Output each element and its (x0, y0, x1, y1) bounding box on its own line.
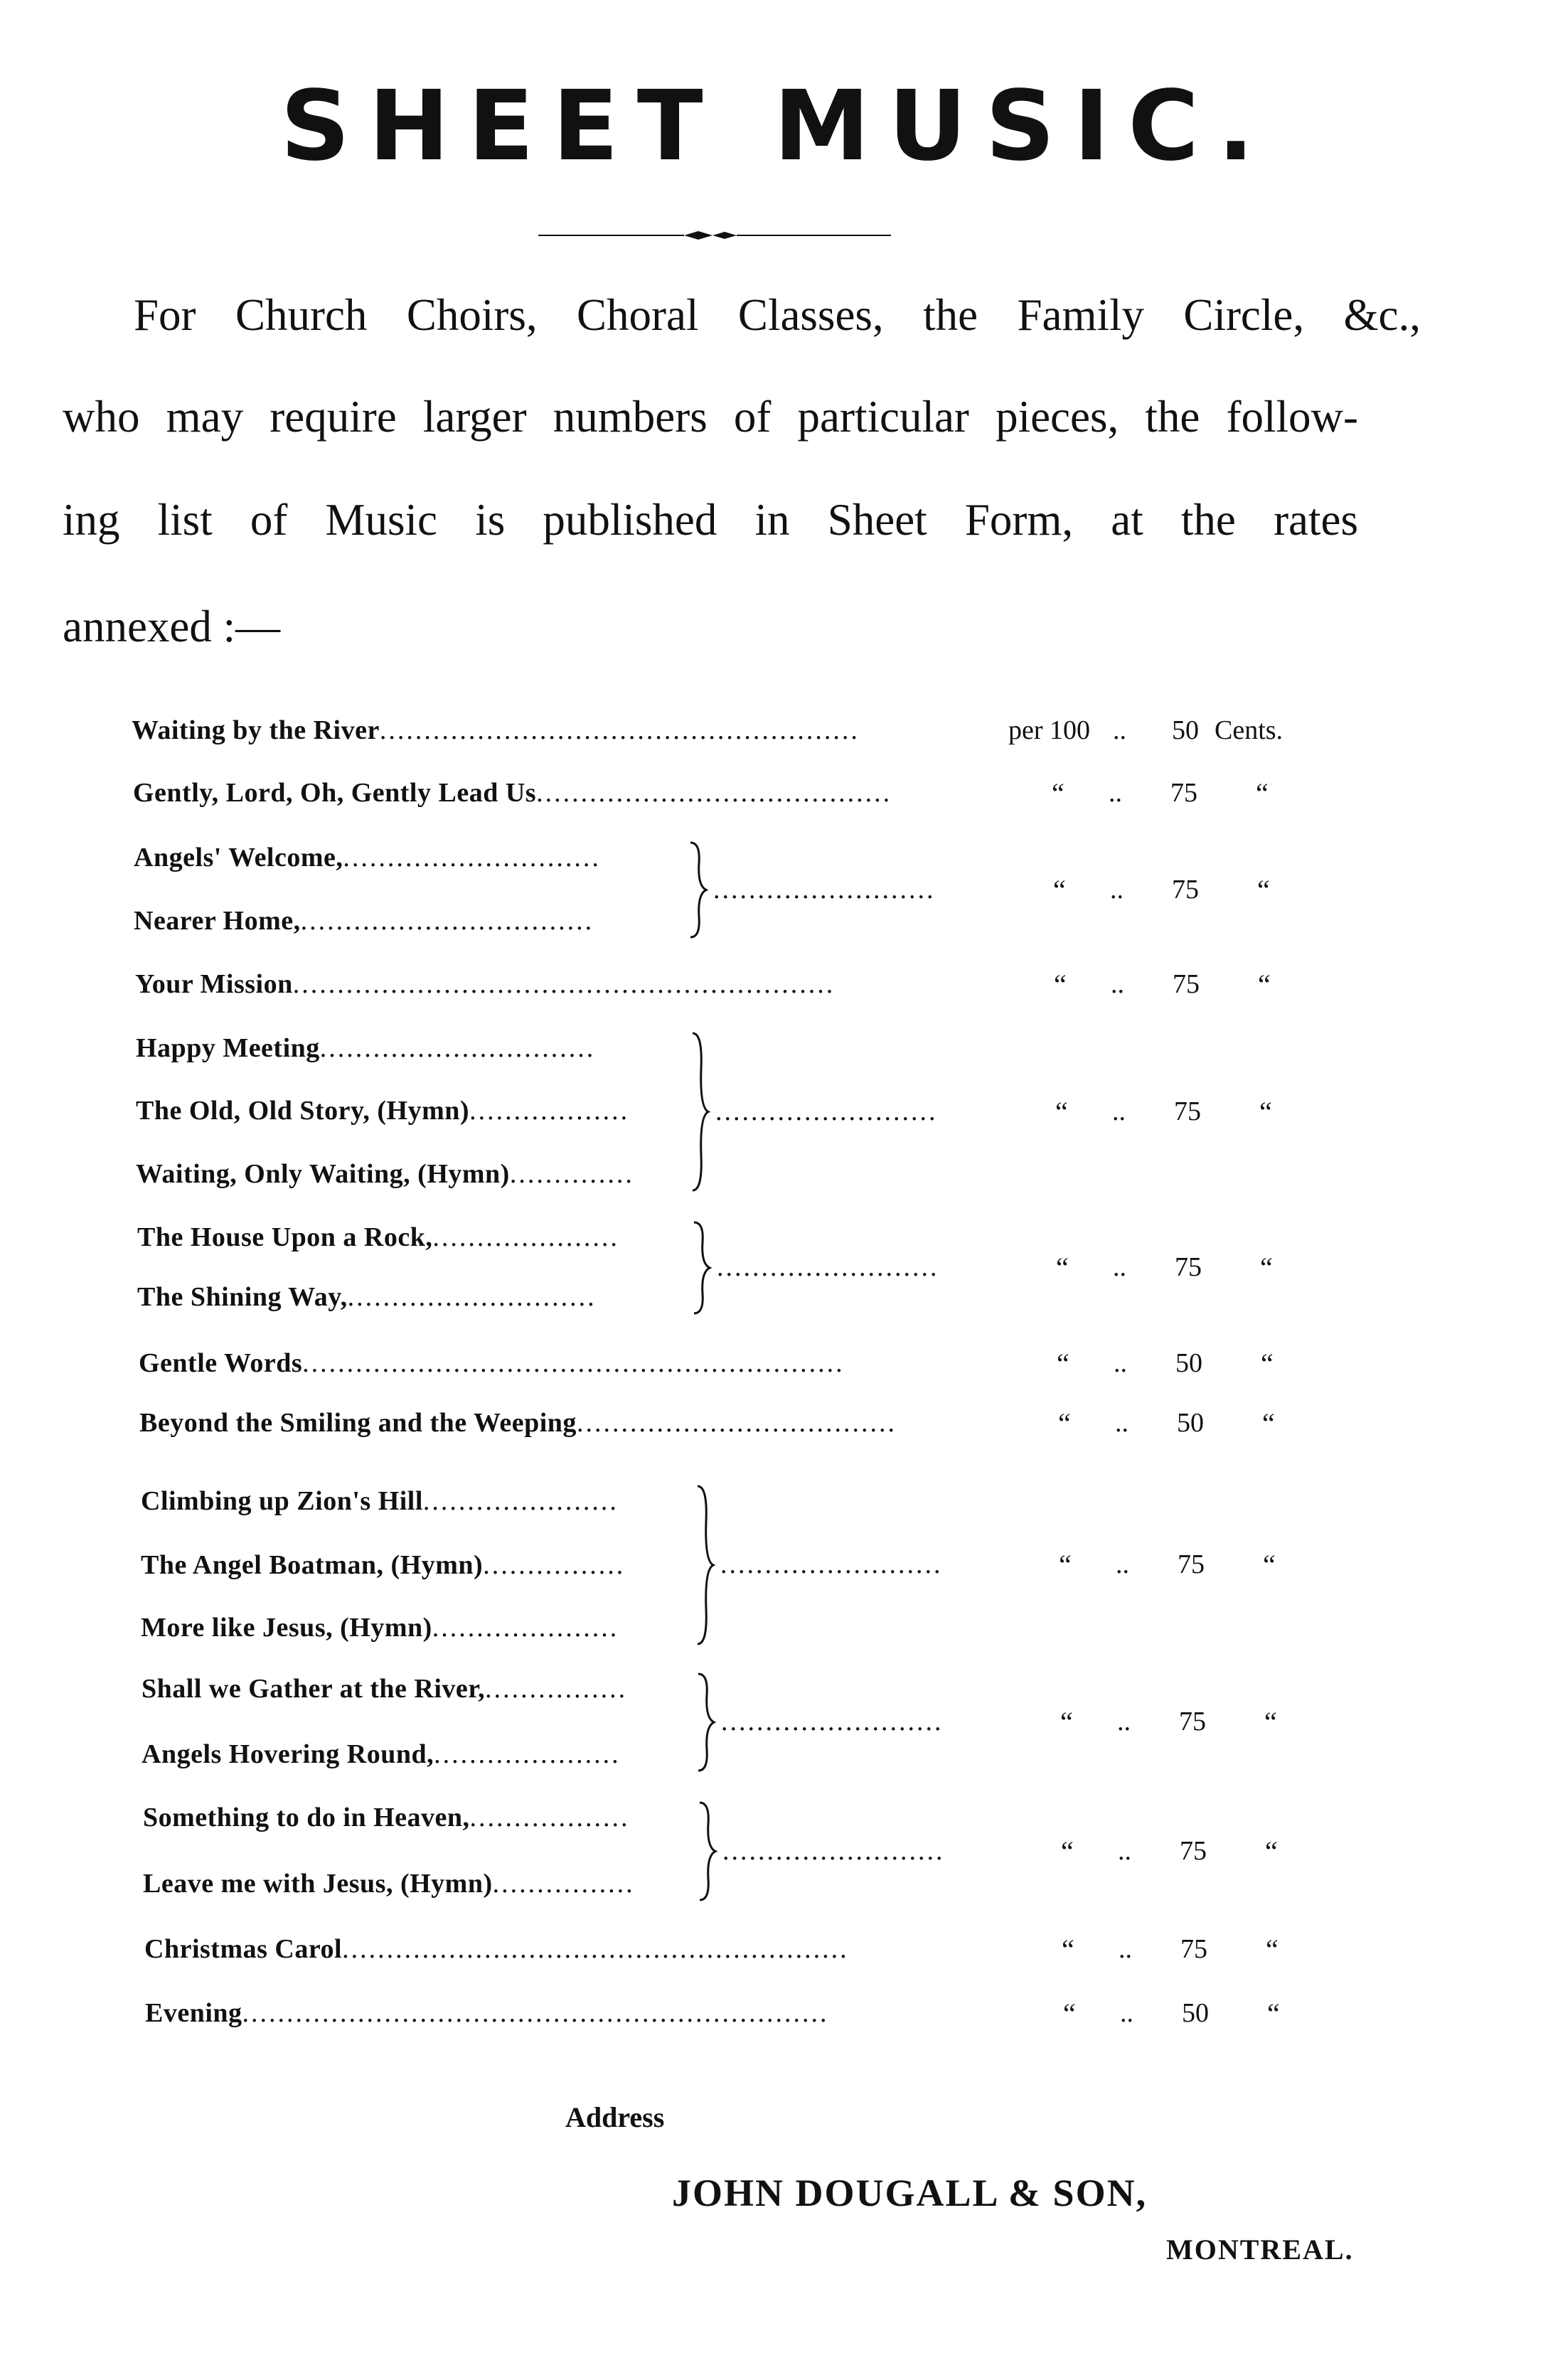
leader-dots: ............................................................. (292, 969, 836, 999)
ditto-mark: “ (1267, 1997, 1280, 2029)
piece-title: Something to do in Heaven, (143, 1803, 470, 1832)
ditto-mark: “ (1260, 1252, 1273, 1284)
publisher-name: JOHN DOUGALL & SON, (672, 2172, 1148, 2214)
list-item (142, 1741, 621, 1768)
price-value: 50 (1182, 1998, 1209, 2028)
ditto-mark: “ (1060, 1706, 1073, 1738)
currency-label: Cents. (1215, 715, 1284, 745)
list-item (135, 971, 835, 998)
leader-dots: .. (1120, 1998, 1133, 2028)
leader-dots: ............................... (319, 1033, 596, 1063)
price-value: 75 (1170, 778, 1197, 808)
group-brace (692, 1485, 720, 1645)
ditto-mark: “ (1259, 1096, 1272, 1128)
piece-title: Happy Meeting (136, 1033, 320, 1063)
leader-dots: .................. (469, 1096, 630, 1126)
ditto-mark: “ (1059, 1549, 1072, 1581)
leader-dots: ...................... (422, 1486, 619, 1516)
ditto-mark: “ (1256, 777, 1269, 809)
piece-title: Waiting, Only Waiting, (Hymn) (136, 1159, 510, 1189)
group-brace (694, 1801, 722, 1901)
leader-dots: .. (1112, 1096, 1126, 1126)
ditto-mark: “ (1061, 1835, 1074, 1867)
list-item (143, 1804, 630, 1831)
leader-dots: ..................... (434, 1739, 621, 1769)
piece-title: The Old, Old Story, (Hymn) (136, 1096, 470, 1126)
price-value: 75 (1174, 1096, 1201, 1126)
piece-title: Beyond the Smiling and the Weeping (139, 1408, 577, 1438)
leader-dots: ..................... (432, 1613, 619, 1643)
list-item (139, 1350, 845, 1377)
per-hundred-label: per 100 (1008, 715, 1091, 745)
ditto-mark: “ (1262, 1407, 1275, 1439)
ditto-mark: “ (1063, 1997, 1076, 2029)
leader-dots: ................................. (300, 906, 594, 936)
price-value: 50 (1172, 715, 1199, 745)
leader-dots: .. (1109, 778, 1122, 808)
price-value: 75 (1180, 1836, 1207, 1866)
list-item (143, 1870, 635, 1897)
group-brace (687, 1032, 715, 1192)
leader-dots: ............................ (347, 1282, 597, 1312)
leader-dots: ......................... (721, 1707, 944, 1736)
list-item (132, 717, 860, 744)
price-value: 75 (1175, 1252, 1202, 1282)
piece-title: Gently, Lord, Oh, Gently Lead Us (133, 778, 537, 808)
leader-dots: .. (1117, 1707, 1131, 1736)
piece-title: Angels Hovering Round, (142, 1739, 434, 1769)
leader-dots: .. (1118, 1836, 1131, 1866)
list-item (136, 1160, 634, 1188)
piece-title: Nearer Home, (134, 906, 301, 936)
intro-line: who may require larger numbers of particular pieces, the follow- (63, 392, 1358, 442)
piece-title: More like Jesus, (Hymn) (141, 1613, 432, 1643)
ditto-mark: “ (1062, 1933, 1074, 1965)
leader-dots: ................ (483, 1550, 626, 1580)
publisher-city: MONTREAL. (1166, 2234, 1354, 2266)
group-brace (685, 841, 713, 939)
leader-dots: ................ (485, 1674, 628, 1704)
piece-title: The Shining Way, (137, 1282, 348, 1312)
leader-dots: .. (1114, 1348, 1127, 1378)
leader-dots: ............................................................. (302, 1348, 845, 1378)
list-item (141, 1552, 625, 1579)
ditto-mark: “ (1056, 1252, 1069, 1284)
ditto-mark: “ (1052, 777, 1064, 809)
piece-title: Angels' Welcome, (134, 843, 343, 873)
list-item (145, 2000, 829, 2027)
ditto-mark: “ (1261, 1348, 1274, 1380)
intro-line: For Church Choirs, Choral Classes, the Family Circle, &c., (134, 290, 1421, 340)
leader-dots: ......................................................... (342, 1934, 849, 1964)
intro-line: annexed :— (63, 602, 281, 651)
list-item (136, 1035, 595, 1062)
ditto-mark: “ (1257, 874, 1270, 906)
ditto-mark: “ (1265, 1835, 1278, 1867)
price-value: 75 (1172, 875, 1199, 904)
piece-title: Waiting by the River (132, 715, 380, 745)
group-brace (688, 1221, 717, 1315)
leader-dots: ................ (492, 1869, 635, 1899)
leader-dots: .................................... (576, 1408, 897, 1438)
leader-dots: .............. (509, 1159, 634, 1189)
leader-dots: ...................................................... (379, 715, 860, 745)
price-value: 75 (1178, 1549, 1205, 1579)
piece-title: Leave me with Jesus, (Hymn) (143, 1869, 493, 1899)
piece-title: The Angel Boatman, (Hymn) (141, 1550, 484, 1580)
leader-dots: ......................... (722, 1836, 945, 1866)
piece-title: The House Upon a Rock, (137, 1222, 433, 1252)
list-item (137, 1224, 619, 1251)
list-item (142, 1675, 627, 1702)
ditto-mark: “ (1258, 968, 1271, 1000)
ditto-mark: “ (1055, 1096, 1068, 1128)
piece-title: Gentle Words (139, 1348, 303, 1378)
leader-dots: .. (1110, 875, 1124, 904)
ditto-mark: “ (1058, 1407, 1071, 1439)
piece-title: Evening (145, 1998, 242, 2028)
price-value: 50 (1177, 1408, 1204, 1438)
piece-title: Climbing up Zion's Hill (141, 1486, 423, 1516)
leader-dots: .. (1113, 715, 1126, 745)
leader-dots: ......................... (713, 875, 936, 904)
list-item (144, 1936, 849, 1963)
page-title: SHEET MUSIC. (280, 70, 1273, 183)
leader-dots: .................. (469, 1803, 630, 1832)
list-item (137, 1284, 597, 1311)
leader-dots: .. (1116, 1549, 1129, 1579)
price-value: 50 (1175, 1348, 1202, 1378)
leader-dots: ......................... (715, 1096, 938, 1126)
ditto-mark: “ (1054, 968, 1067, 1000)
price-value: 75 (1180, 1934, 1207, 1964)
ditto-mark: “ (1263, 1549, 1276, 1581)
leader-dots: ......................... (717, 1252, 939, 1282)
ditto-mark: “ (1264, 1706, 1277, 1738)
ditto-mark: “ (1266, 1933, 1279, 1965)
list-item (134, 907, 594, 934)
leader-dots: .. (1119, 1934, 1132, 1964)
leader-dots: ............................. (343, 843, 601, 873)
list-item (136, 1097, 629, 1124)
leader-dots: .. (1113, 1252, 1126, 1282)
piece-title: Christmas Carol (144, 1934, 343, 1964)
piece-title: Shall we Gather at the River, (142, 1674, 486, 1704)
leader-dots: .. (1115, 1408, 1128, 1438)
list-item (139, 1409, 897, 1436)
ditto-mark: “ (1057, 1348, 1069, 1380)
list-item (133, 779, 892, 806)
piece-title: Your Mission (135, 969, 293, 999)
list-item (134, 844, 601, 871)
leader-dots: ........................................ (536, 778, 892, 808)
leader-dots: .. (1111, 969, 1124, 999)
intro-line: ing list of Music is published in Sheet Form, at the rates (63, 495, 1358, 545)
leader-dots: ..................... (432, 1222, 619, 1252)
price-value: 75 (1173, 969, 1200, 999)
address-label: Address (565, 2101, 665, 2133)
list-item (141, 1488, 619, 1515)
leader-dots: ......................... (720, 1549, 943, 1579)
group-brace (693, 1672, 721, 1772)
price-value: 75 (1179, 1707, 1206, 1736)
leader-dots: .................................................................. (242, 1998, 829, 2028)
list-item (141, 1614, 619, 1641)
ditto-mark: “ (1053, 874, 1066, 906)
